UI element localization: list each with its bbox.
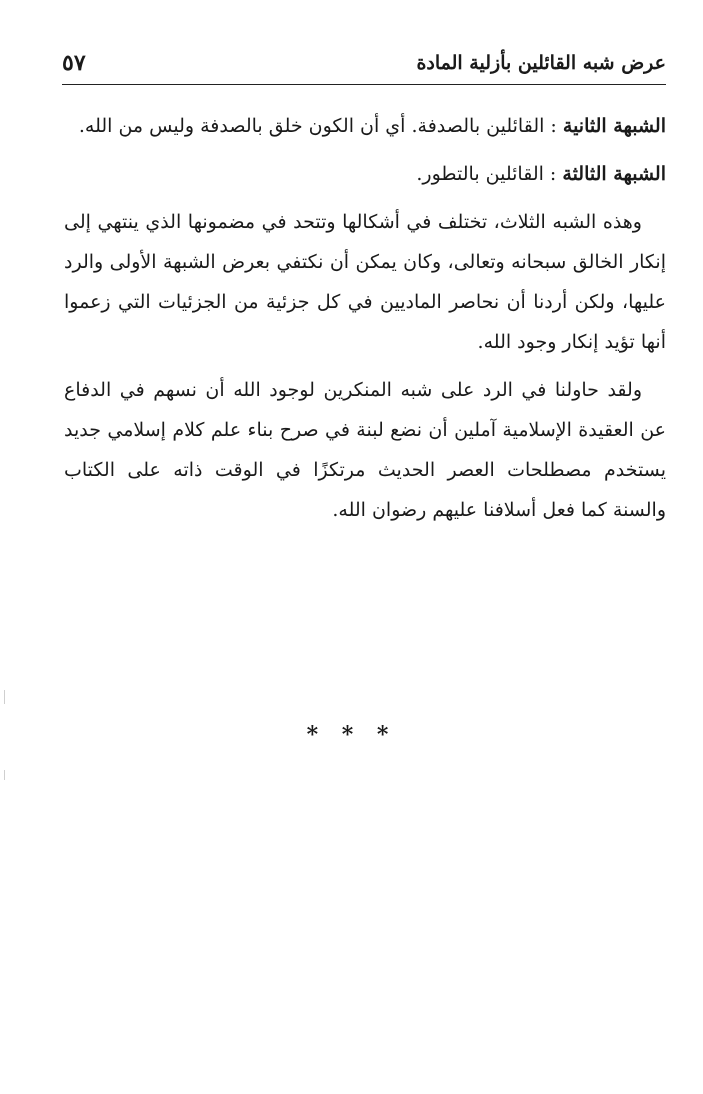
scan-mark (4, 690, 5, 704)
page-number: ٥٧ (62, 50, 86, 76)
paragraph-text: ولقد حاولنا في الرد على شبه المنكرين لوجود الله أن نسهم في الدفاع عن العقيدة الإسلامية آملين أن نضع لبنة في صرح بناء علم كلام إسلامي جديد يستخدم مصطلحات العصر الحديث مرتكزًا في الوقت ذاته على الكتاب والسنة كما فعل أسلافنا عليهم رضوان الله. (64, 379, 666, 521)
paragraph-text: : القائلين بالصدفة. أي أن الكون خلق بالصدفة وليس من الله. (78, 115, 557, 137)
paragraph-lead: الشبهة الثانية (562, 115, 666, 137)
paragraph-text: : القائلين بالتطور. (416, 163, 557, 185)
section-separator: * * * (306, 722, 397, 748)
scan-mark (4, 770, 5, 780)
paragraph-three-doubts (64, 202, 666, 362)
running-title: عرض شبه القائلين بأزلية المادة (416, 52, 666, 74)
paragraph-lead: الشبهة الثالثة (562, 163, 666, 185)
paragraph-second-doubt (64, 106, 666, 146)
paragraph-text: وهذه الشبه الثلاث، تختلف في أشكالها وتتحد في مضمونها الذي ينتهي إلى إنكار الخالق سبحانه وتعالى، وكان يمكن أن نكتفي بعرض الشبهة الأولى والرد عليها، ولكن أردنا أن نحاصر الماديين في كل جزئية من الجزئيات التي زعموا أنها تؤيد إنكار وجود الله. (64, 211, 666, 353)
body-text (64, 106, 666, 538)
page-header (62, 48, 666, 82)
paragraph-third-doubt (64, 154, 666, 194)
header-rule (62, 84, 666, 85)
paragraph-conclusion (64, 370, 666, 530)
